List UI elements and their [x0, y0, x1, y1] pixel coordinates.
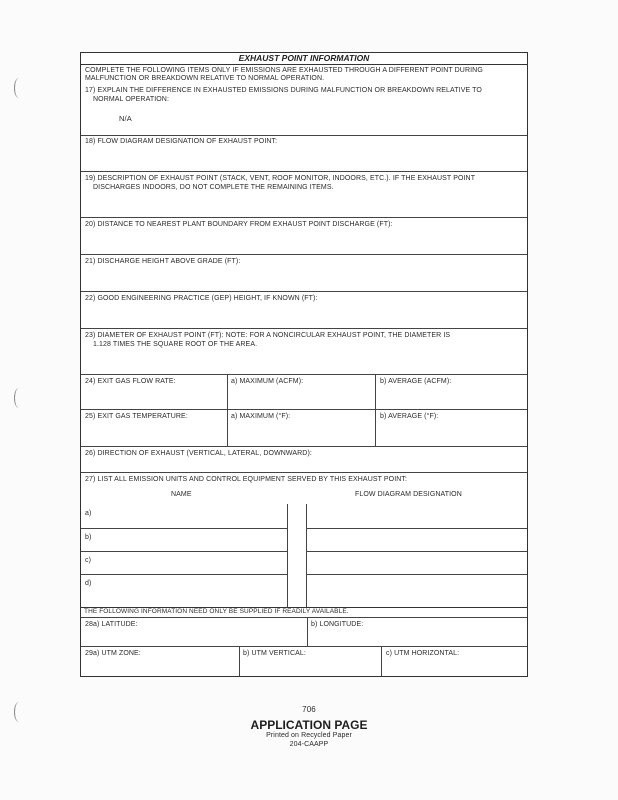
q27-block	[81, 472, 527, 608]
longitude-cell[interactable]	[307, 618, 527, 646]
q20-label: 20) DISTANCE TO NEAREST PLANT BOUNDARY FROM EXHAUST POINT DISCHARGE (FT):	[85, 221, 393, 228]
q24-avg-label: b) AVERAGE (ACFM):	[380, 378, 452, 385]
table-divider-left	[287, 504, 288, 609]
table-line	[81, 551, 287, 552]
q18-row[interactable]	[81, 135, 527, 171]
table-line	[306, 528, 527, 529]
q18-label: 18) FLOW DIAGRAM DESIGNATION OF EXHAUST POINT:	[85, 138, 278, 145]
footer-title: APPLICATION PAGE	[250, 718, 368, 732]
section-title: EXHAUST POINT INFORMATION	[81, 53, 527, 65]
q23-label-line2: 1.128 TIMES THE SQUARE ROOT OF THE AREA.	[93, 341, 258, 348]
latitude-label: 28a) LATITUDE:	[85, 621, 138, 628]
q17-answer: N/A	[119, 114, 132, 123]
q27-label: 27) LIST ALL EMISSION UNITS AND CONTROL EQUIPMENT SERVED BY THIS EXHAUST POINT:	[85, 476, 408, 483]
table-line	[81, 528, 287, 529]
optional-note: THE FOLLOWING INFORMATION NEED ONLY BE SUPPLIED IF READILY AVAILABLE.	[84, 608, 349, 615]
binder-hole-mark	[14, 388, 24, 408]
q21-label: 21) DISCHARGE HEIGHT ABOVE GRADE (FT):	[85, 258, 241, 265]
q25-max-cell[interactable]	[227, 410, 375, 446]
exhaust-point-form	[80, 52, 528, 609]
q24-avg-cell[interactable]	[375, 375, 527, 409]
emission-units-table	[81, 504, 527, 609]
q24-row	[81, 374, 527, 409]
longitude-label: b) LONGITUDE:	[311, 621, 364, 628]
table-row-label-c[interactable]: c)	[85, 557, 92, 564]
footer-printed-note: Printed on Recycled Paper	[266, 732, 352, 739]
q25-avg-label: b) AVERAGE (°F):	[380, 413, 439, 420]
optional-note-row	[81, 608, 527, 617]
q28-row	[81, 617, 527, 646]
table-line	[81, 574, 287, 575]
table-row-label-b[interactable]: b)	[85, 534, 92, 541]
q19-label-line1: 19) DESCRIPTION OF EXHAUST POINT (STACK, VENT, ROOF MONITOR, INDOORS, ETC.). IF THE EXHAUST POINT	[85, 175, 476, 182]
q26-row[interactable]	[81, 446, 527, 472]
table-divider-right	[306, 504, 307, 609]
table-row-label-a[interactable]: a)	[85, 510, 92, 517]
location-form	[80, 607, 528, 677]
utm-vertical-label: b) UTM VERTICAL:	[243, 650, 306, 657]
table-line	[306, 574, 527, 575]
q25-avg-cell[interactable]	[375, 410, 527, 446]
q24-max-cell[interactable]	[227, 375, 375, 409]
latitude-cell[interactable]	[81, 618, 307, 646]
q17-row[interactable]	[81, 87, 527, 135]
intro-row	[81, 65, 527, 87]
q29-row	[81, 646, 527, 676]
q17-label-line1: 17) EXPLAIN THE DIFFERENCE IN EXHAUSTED EMISSIONS DURING MALFUNCTION OR BREAKDOWN RELATIVE TO	[85, 87, 482, 94]
q19-label-line2: DISCHARGES INDOORS, DO NOT COMPLETE THE REMAINING ITEMS.	[93, 184, 334, 191]
q17-label-line2: NORMAL OPERATION:	[93, 96, 169, 103]
table-line	[306, 551, 527, 552]
q19-row[interactable]	[81, 171, 527, 217]
utm-horizontal-label: c) UTM HORIZONTAL:	[386, 650, 460, 657]
binder-hole-mark	[14, 78, 24, 98]
utm-vertical-cell[interactable]	[239, 647, 381, 676]
intro-text: COMPLETE THE FOLLOWING ITEMS ONLY IF EMISSIONS ARE EXHAUSTED THROUGH A DIFFERENT POINT DURING MALFUNCTION OR BREAKDOWN RELATIVE TO NORMAL OPERATION.	[85, 67, 483, 82]
q24-max-label: a) MAXIMUM (ACFM):	[231, 378, 304, 385]
q24-label: 24) EXIT GAS FLOW RATE:	[85, 378, 176, 385]
col-header-name: NAME	[171, 491, 192, 498]
q20-row[interactable]	[81, 217, 527, 254]
page-number: 706	[302, 705, 316, 714]
q21-row[interactable]	[81, 254, 527, 291]
q22-label: 22) GOOD ENGINEERING PRACTICE (GEP) HEIGHT, IF KNOWN (FT):	[85, 295, 318, 302]
q25-row	[81, 409, 527, 446]
utm-zone-cell[interactable]	[81, 647, 239, 676]
col-header-flow-designation: FLOW DIAGRAM DESIGNATION	[355, 491, 462, 498]
footer-form-id: 204-CAAPP	[289, 741, 329, 748]
q23-label-line1: 23) DIAMETER OF EXHAUST POINT (FT): NOTE: FOR A NONCIRCULAR EXHAUST POINT, THE DIAMETER IS	[85, 332, 451, 339]
utm-horizontal-cell[interactable]	[381, 647, 527, 676]
q23-row[interactable]	[81, 328, 527, 374]
q25-max-label: a) MAXIMUM (°F):	[231, 413, 291, 420]
q25-label-cell	[81, 410, 227, 446]
q26-label: 26) DIRECTION OF EXHAUST (VERTICAL, LATERAL, DOWNWARD):	[85, 450, 312, 457]
utm-zone-label: 29a) UTM ZONE:	[85, 650, 141, 657]
q22-row[interactable]	[81, 291, 527, 328]
q25-label: 25) EXIT GAS TEMPERATURE:	[85, 413, 188, 420]
q24-label-cell	[81, 375, 227, 409]
table-row-label-d[interactable]: d)	[85, 580, 92, 587]
